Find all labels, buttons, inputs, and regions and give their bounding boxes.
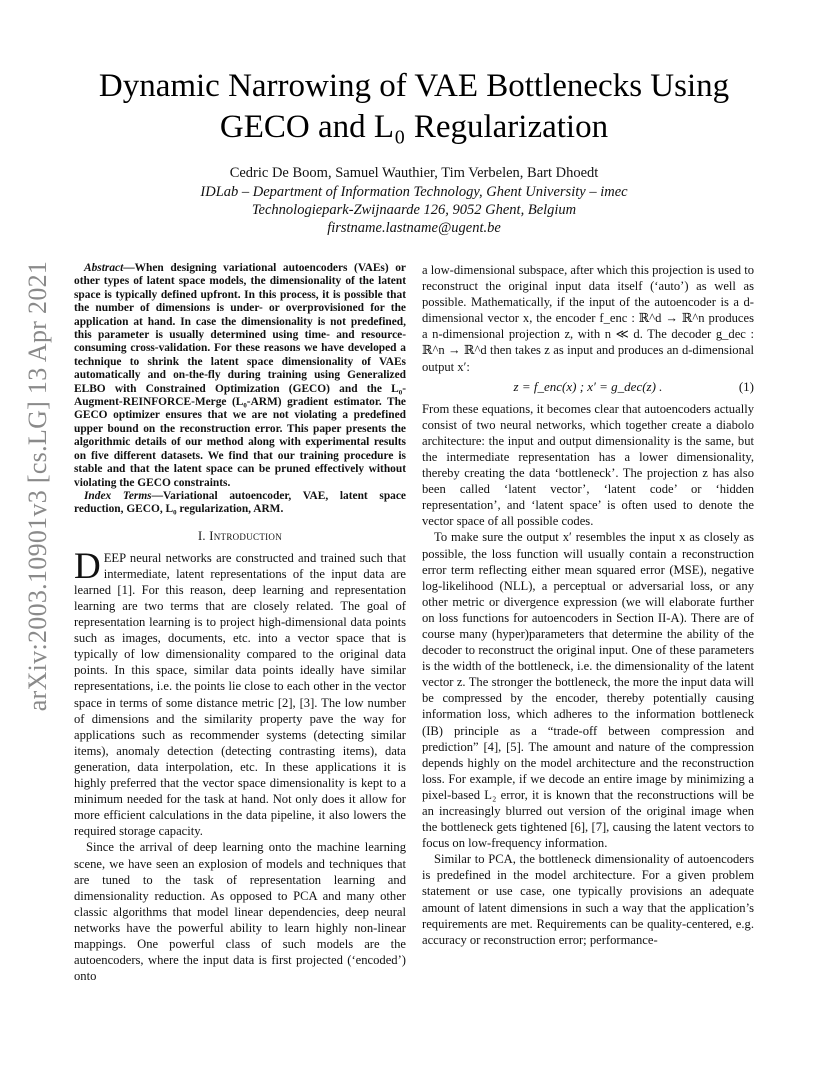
intro-paragraph-1 — [74, 545, 406, 840]
author-email: firstname.lastname@ugent.be — [327, 220, 501, 236]
abstract-lead: Abstract — [84, 262, 124, 274]
left-column — [74, 262, 406, 984]
affiliation-line-2: Technologiepark-Zwijnaarde 126, 9052 Ghent, Belgium — [251, 202, 577, 218]
right-paragraph-1: a low-dimensional subspace, after which this projection is used to reconstruct the original input data itself (‘auto’) as well as possible. Mathematically, if the input of the autoencoder is a d-dimensional vector x, the encoder f_enc : ℝ^d → ℝ^n produces a n-dimensional projection z, with n ≪ d. The decoder g_dec : ℝ^n → ℝ^d then takes z as input and produces an d-dimensional output x′: — [422, 263, 754, 374]
title-line-1: Dynamic Narrowing of VAE Bottlenecks Using — [98, 68, 730, 104]
intro-paragraph-2: Since the arrival of deep learning onto the machine learning scene, we have seen an explosion of models and techniques that are tuned to the task of representation learning and dimensionality reduction. As opposed to PCA and many other classic algorithms that model linear dependencies, deep neural networks have the powerful ability to learn highly non-linear mappings. One powerful class of such models are the autoencoders, where the input data is first projected (‘encoded’) onto — [74, 840, 406, 984]
equation-body: z = f_enc(x) ; x′ = g_dec(z) . — [513, 378, 663, 394]
abstract — [74, 262, 406, 490]
paper-title — [60, 66, 768, 148]
section-heading-introduction: I. Introduction — [197, 528, 283, 543]
right-paragraph-2: From these equations, it becomes clear that autoencoders actually consist of two neural networks, which together create a diabolo architecture: the input and output dimensionality is the same, but the intermediate representation has a lower dimensionality, thereby creating the data ‘bottleneck’. The projection z has also been called ‘latent vector’, ‘latent code’ or ‘hidden representation’, and ‘latent space’ is often used to denote the vector space of all possible codes. — [422, 401, 754, 529]
equation-1 — [422, 375, 754, 401]
right-column — [422, 262, 754, 948]
right-paragraph-4: Similar to PCA, the bottleneck dimensionality of autoencoders is predefined in the model architecture. For a given problem statement or use case, one typically provisions an adequate amount of latent dimensions in such a way that the application’s requirements are met. Requirements can be quality-centered, e.g. accuracy or reconstruction error; performance- — [422, 852, 754, 947]
index-terms-text: —Variational autoencoder, VAE, latent space reduction, GECO, L₀ regularization, ARM. — [74, 489, 406, 516]
equation-number: (1) — [738, 378, 754, 394]
author-list: Cedric De Boom, Samuel Wauthier, Tim Verbelen, Bart Dhoedt — [229, 165, 599, 181]
arxiv-identifier-sidebar — [22, 260, 54, 712]
arxiv-id-text: arXiv:2003.10901v3 [cs.LG] 13 Apr 2021 — [23, 260, 52, 712]
title-line-2: GECO and L₀ Regularization — [219, 109, 609, 145]
index-terms — [74, 490, 406, 517]
dropcap-letter: D — [74, 545, 101, 587]
abstract-text: —When designing variational autoencoders (VAEs) or other types of latent space models, the dimensionality of the latent space is typically defined upfront. In this process, it is possible that the number of dimensions is under- or overprovisioned for the application at hand. In case the dimensionality is not predefined, this parameter is usually determined using time- and resource-consuming cross-validation. For these reasons we have developed a technique to shrink the latent space dimensionality of VAEs automatically and on-the-fly during training using Generalized ELBO with Constrained Optimization (GECO) and the L₀-Augment-REINFORCE-Merge (L₀-ARM) gradient estimator. The GECO optimizer ensures that we are not violating a predefined upper bound on the reconstruction error. This paper presents the algorithmic details of our method along with experimental results on five different datasets. We find that our training procedure is stable and that the latent space can be pruned effectively without violating the GECO constraints. — [74, 262, 406, 489]
affiliation-line-1: IDLab – Department of Information Technology, Ghent University – imec — [200, 184, 628, 200]
right-paragraph-3: To make sure the output x′ resembles the input x as closely as possible, the loss function will usually contain a reconstruction error term reflecting either mean squared error (MSE), negative log-likelihood (NLL), a perceptual or adversarial loss, or any other metric or divergence expression (we will elaborate further on loss functions for autoencoders in Section II-A). There are of course many (hyper)parameters that determine the ability of the decoder to reconstruct the original input. One of these parameters is the width of the bottleneck, i.e. the dimensionality of the latent vector z. The stronger the bottleneck, the more the input data will be compressed by the encoder, thereby potentially causing information loss, which adheres to the information bottleneck (IB) principle as a “trade-off between compression and prediction” [4], [5]. The amount and nature of the compression depends highly on the model architecture and the reconstruction loss. For example, if we decode an entire image by minimizing a pixel-based L₂ error, it is known that the reconstructions will be an increasingly blurred out version of the original image when the bottleneck gets tightened [6], [7], causing the latent vectors to focus on low-frequency information. — [422, 530, 754, 851]
intro-paragraph-1-text: EEP neural networks are constructed and trained such that intermediate, latent representations of the input data are learned [1]. For this reason, deep learning and representation learning are two terms that are closely related. The goal of representation learning is to project high-dimensional data points such as images, documents, etc. into a vector space that is typically of low dimensionality compared to the original data points. In this space, similar data points ideally have similar representations, i.e. the points lie close to each other in the vector space in terms of some distance metric [2], [3]. The low number of dimensions and the similarity property pave the way for applications such as recommender systems (detecting similar items), anomaly detection (detecting contrasting items), data generation, data interpolation, etc. In these applications it is highly preferred that the vector space dimensionality is kept to a minimum needed for the task at hand. Not only does it allow for more efficient calculations in the data pipeline, it also lowers the required storage capacity. — [74, 550, 406, 839]
index-terms-lead: Index Terms — [84, 489, 152, 502]
